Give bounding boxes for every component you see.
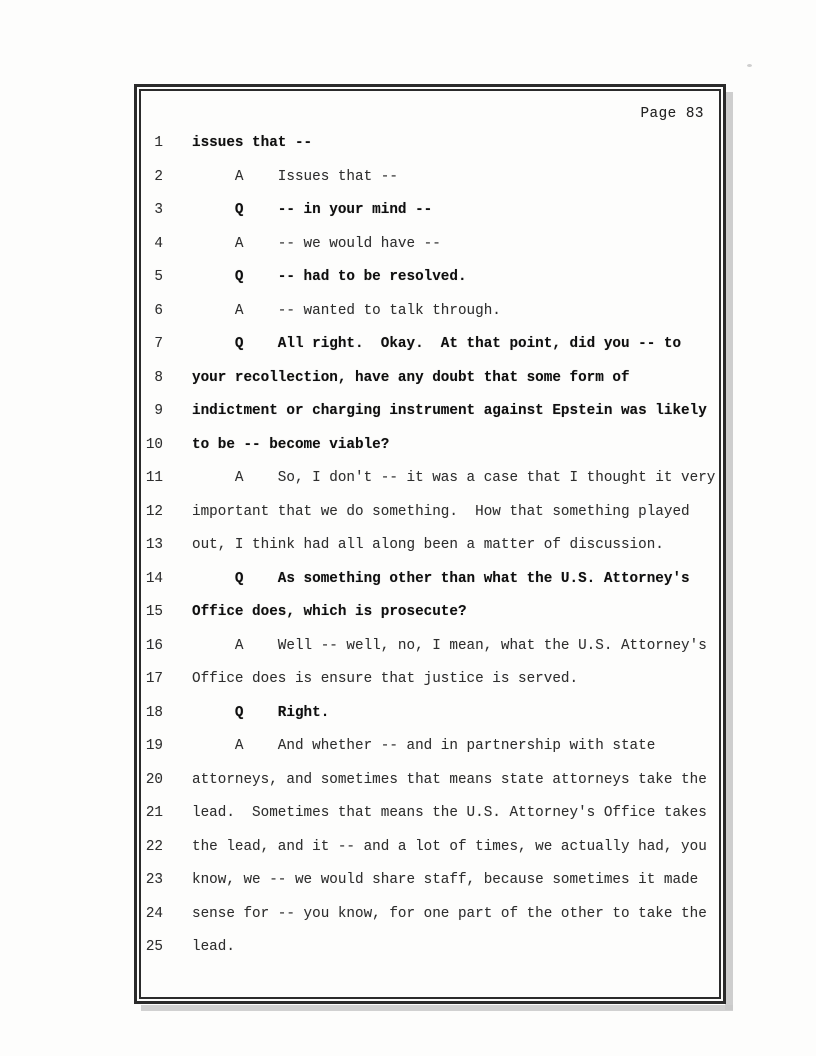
line-number: 11 bbox=[145, 470, 163, 486]
line-text: lead. bbox=[192, 939, 235, 955]
transcript-line bbox=[137, 436, 723, 470]
transcript-line bbox=[137, 201, 723, 235]
line-number: 6 bbox=[154, 302, 163, 319]
line-text: indictment or charging instrument against Epstein was likely bbox=[192, 403, 707, 419]
transcript-sheet bbox=[134, 84, 726, 1004]
line-text: out, I think had all along been a matter of discussion. bbox=[192, 537, 664, 553]
transcript-line bbox=[137, 235, 723, 269]
line-number: 15 bbox=[145, 604, 163, 620]
line-text: know, we -- we would share staff, because sometimes it made bbox=[192, 872, 699, 888]
transcript-line bbox=[137, 335, 723, 369]
transcript-line bbox=[137, 268, 723, 302]
transcript-line bbox=[137, 302, 723, 336]
line-number: 22 bbox=[145, 838, 163, 855]
transcript-line bbox=[137, 938, 723, 972]
line-number: 13 bbox=[145, 537, 163, 553]
transcript-line bbox=[137, 838, 723, 872]
transcript-line bbox=[137, 369, 723, 403]
line-text: Q All right. Okay. At that point, did you -- to bbox=[192, 336, 682, 352]
line-text: Office does is ensure that justice is served. bbox=[192, 671, 579, 687]
line-number: 25 bbox=[145, 939, 163, 955]
line-number: 20 bbox=[145, 771, 163, 788]
line-text: Q As something other than what the U.S. Attorney's bbox=[192, 570, 690, 587]
transcript-line bbox=[137, 771, 723, 805]
line-number: 5 bbox=[154, 269, 163, 285]
line-number: 1 bbox=[154, 135, 163, 151]
line-number: 9 bbox=[154, 403, 163, 419]
line-text: A Issues that -- bbox=[192, 168, 398, 185]
line-number: 21 bbox=[145, 805, 163, 821]
line-text: your recollection, have any doubt that some form of bbox=[192, 369, 630, 386]
scan-shadow-bottom bbox=[141, 1005, 733, 1011]
transcript-line bbox=[137, 536, 723, 570]
line-number: 18 bbox=[145, 704, 163, 721]
line-number: 12 bbox=[145, 503, 163, 520]
line-number: 7 bbox=[154, 336, 163, 352]
page-number: Page 83 bbox=[640, 106, 704, 122]
transcript-line bbox=[137, 637, 723, 671]
transcript-line bbox=[137, 469, 723, 503]
line-text: to be -- become viable? bbox=[192, 436, 390, 453]
line-text: issues that -- bbox=[192, 135, 313, 151]
line-text: A So, I don't -- it was a case that I thought it very bbox=[192, 470, 716, 486]
transcript-lines bbox=[137, 134, 723, 972]
transcript-line bbox=[137, 905, 723, 939]
line-number: 17 bbox=[145, 671, 163, 687]
line-text: A -- wanted to talk through. bbox=[192, 302, 501, 319]
line-number: 2 bbox=[154, 168, 163, 185]
line-text: Q -- in your mind -- bbox=[192, 202, 433, 218]
line-number: 16 bbox=[145, 637, 163, 654]
transcript-line bbox=[137, 737, 723, 771]
transcript-line bbox=[137, 603, 723, 637]
scan-speck bbox=[747, 64, 752, 67]
line-text: Q -- had to be resolved. bbox=[192, 269, 467, 285]
line-text: attorneys, and sometimes that means state attorneys take the bbox=[192, 771, 707, 788]
line-number: 24 bbox=[145, 905, 163, 922]
line-number: 4 bbox=[154, 235, 163, 252]
line-number: 23 bbox=[145, 872, 163, 888]
transcript-line bbox=[137, 503, 723, 537]
line-text: Q Right. bbox=[192, 704, 330, 721]
transcript-line bbox=[137, 134, 723, 168]
transcript-line bbox=[137, 704, 723, 738]
line-text: lead. Sometimes that means the U.S. Attorney's Office takes bbox=[192, 805, 707, 821]
transcript-line bbox=[137, 570, 723, 604]
transcript-line bbox=[137, 168, 723, 202]
line-number: 10 bbox=[145, 436, 163, 453]
line-text: A Well -- well, no, I mean, what the U.S. Attorney's bbox=[192, 637, 707, 654]
line-number: 8 bbox=[154, 369, 163, 386]
transcript-line bbox=[137, 670, 723, 704]
line-number: 14 bbox=[145, 570, 163, 587]
transcript-line bbox=[137, 871, 723, 905]
line-text: important that we do something. How that something played bbox=[192, 503, 690, 520]
line-text: A -- we would have -- bbox=[192, 235, 441, 252]
line-text: A And whether -- and in partnership with state bbox=[192, 738, 656, 754]
line-text: the lead, and it -- and a lot of times, we actually had, you bbox=[192, 838, 707, 855]
transcript-line bbox=[137, 804, 723, 838]
transcript-line bbox=[137, 402, 723, 436]
scan-shadow-right bbox=[725, 92, 733, 1010]
line-text: Office does, which is prosecute? bbox=[192, 604, 467, 620]
line-number: 3 bbox=[154, 202, 163, 218]
line-number: 19 bbox=[145, 738, 163, 754]
line-text: sense for -- you know, for one part of the other to take the bbox=[192, 905, 707, 922]
